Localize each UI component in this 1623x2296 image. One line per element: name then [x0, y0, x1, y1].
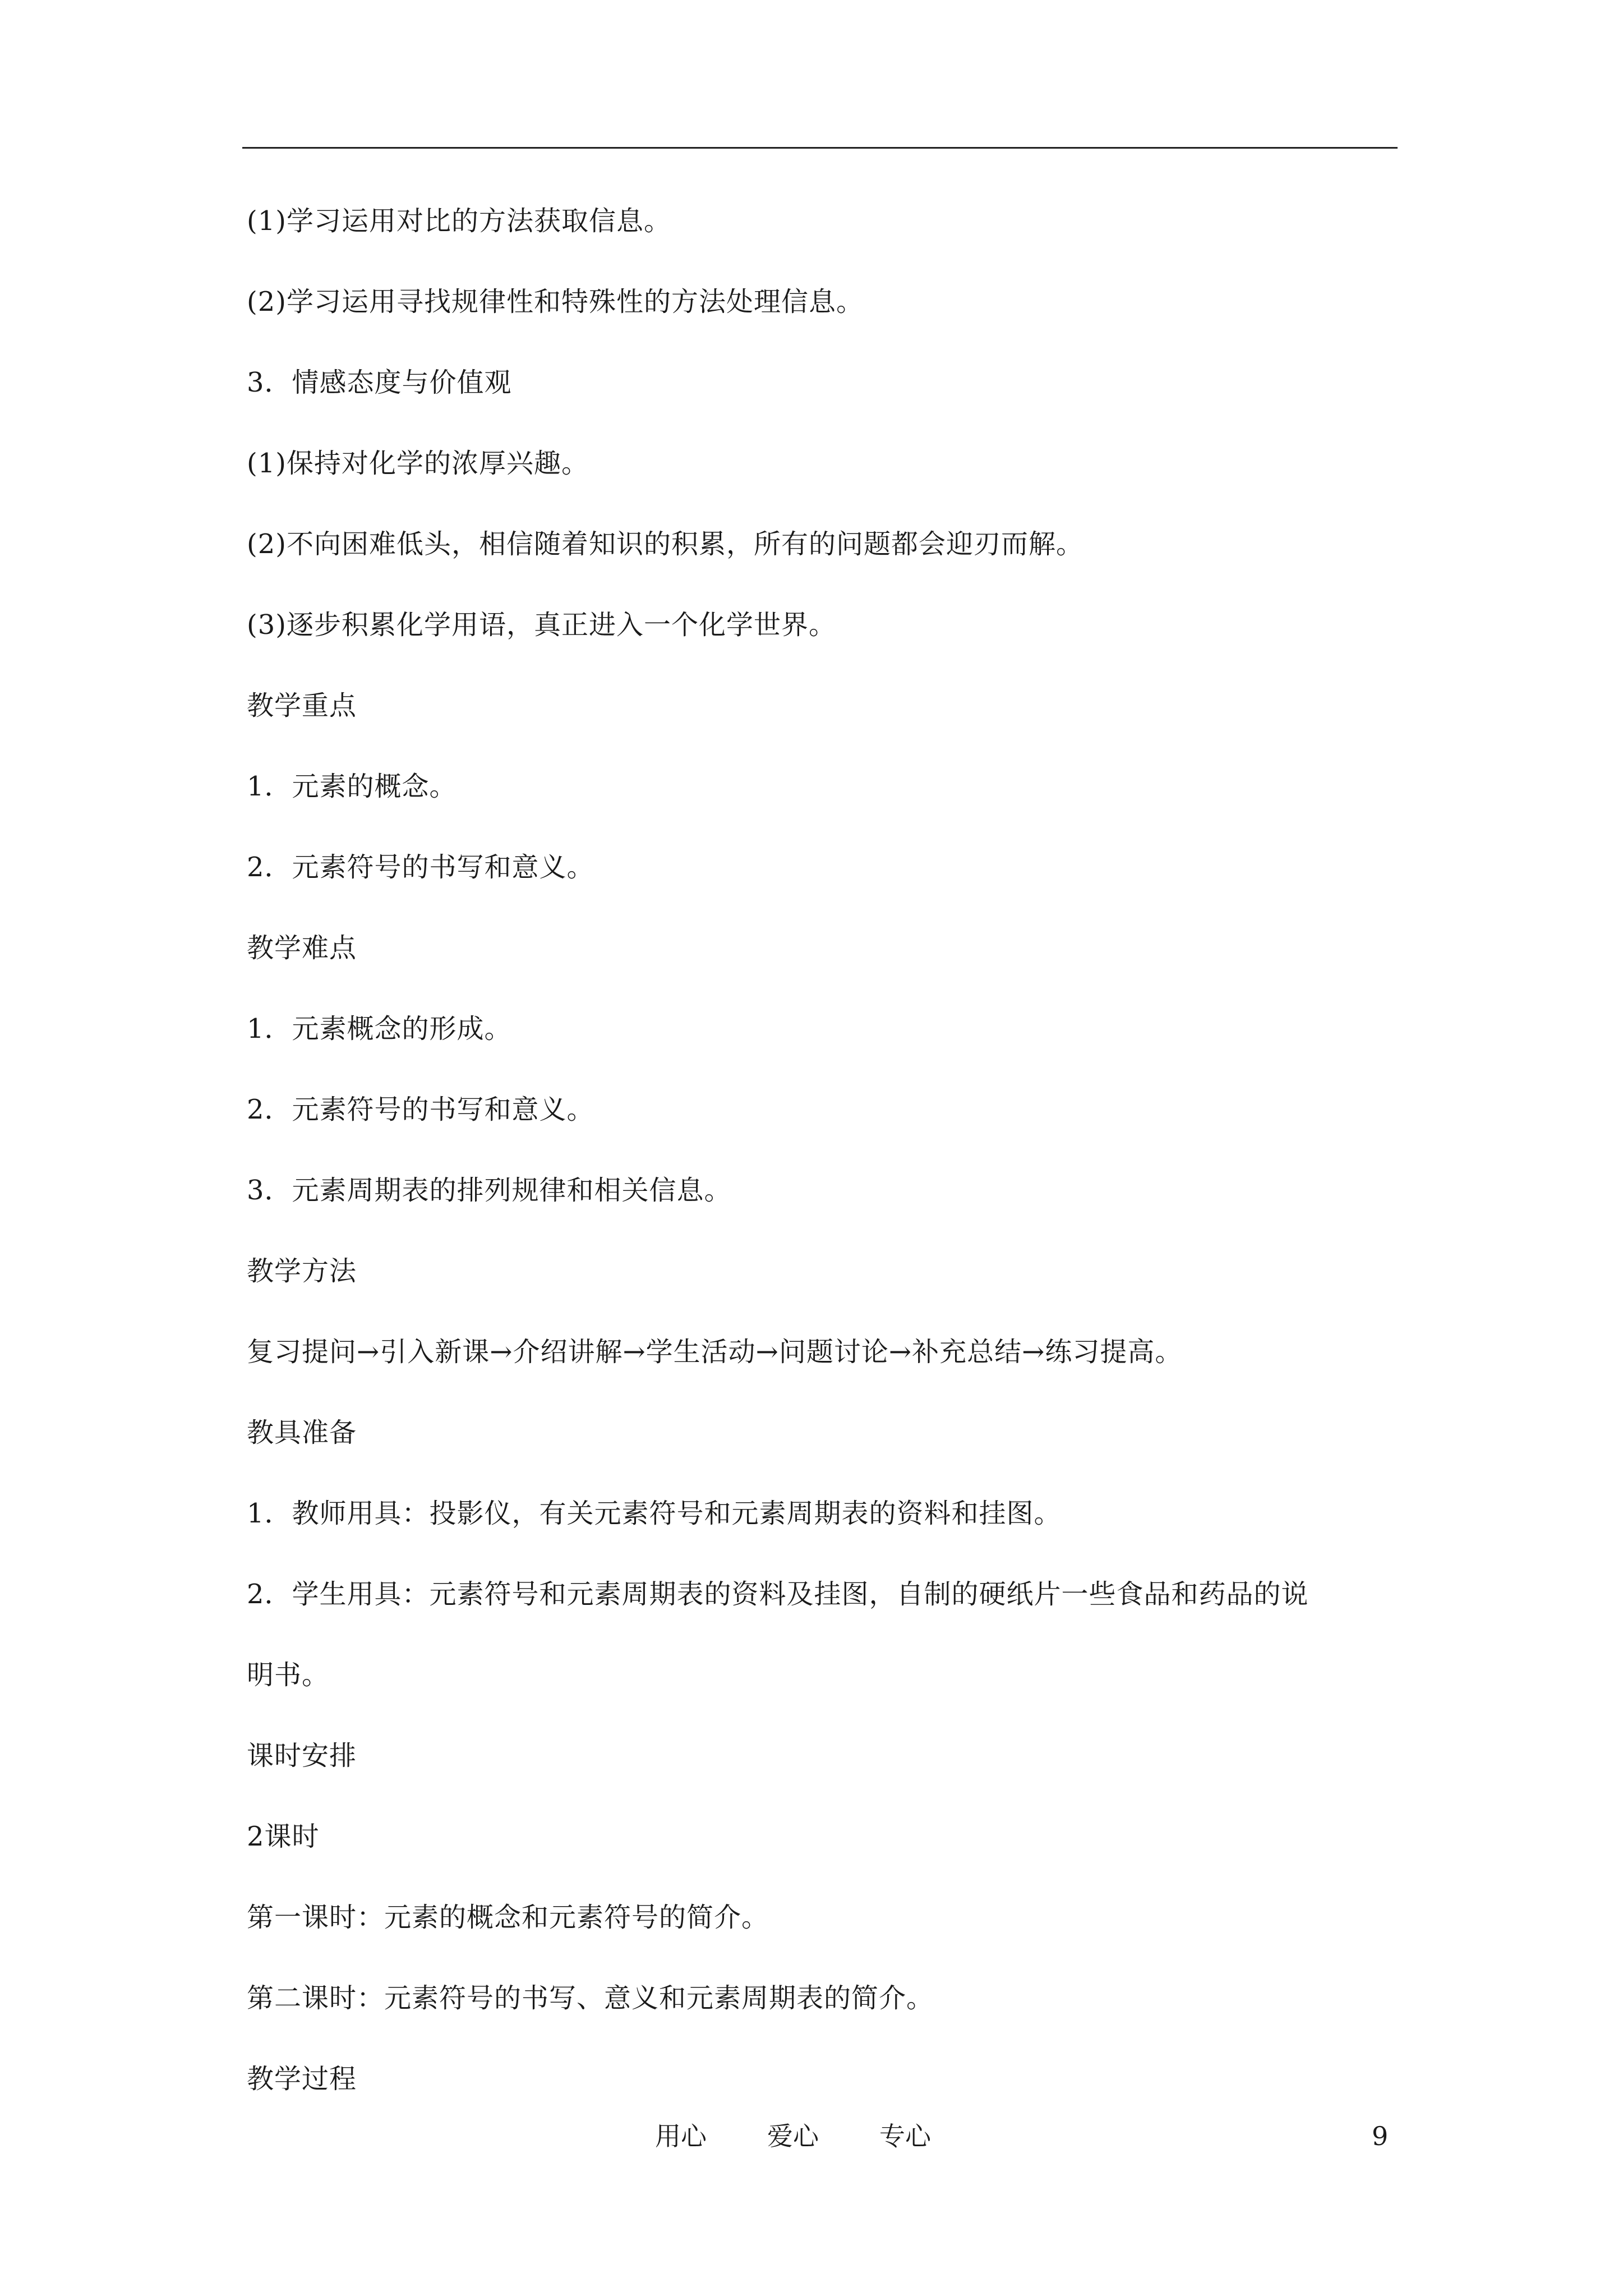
difficulty-3: 3．元素周期表的排列规律和相关信息。	[247, 1175, 732, 1206]
materials-student: 2．学生用具：元素符号和元素周期表的资料及挂图，自制的硬纸片一些食品和药品的说	[247, 1579, 1309, 1610]
attitude-line-2: (2)不向困难低头，相信随着知识的积累，所有的问题都会迎刃而解。	[247, 528, 1083, 560]
attitude-line-1: (1)保持对化学的浓厚兴趣。	[247, 448, 589, 479]
objective-line-2: (2)学习运用寻找规律性和特殊性的方法处理信息。	[247, 286, 864, 318]
materials-teacher: 1．教师用具：投影仪，有关元素符号和元素周期表的资料和挂图。	[247, 1498, 1062, 1529]
methods-line: 复习提问→引入新课→介绍讲解→学生活动→问题讨论→补充总结→练习提高。	[247, 1336, 1183, 1368]
key-point-2: 2．元素符号的书写和意义。	[247, 852, 594, 883]
schedule-lesson-1: 第一课时：元素的概念和元素符号的简介。	[247, 1902, 769, 1933]
schedule-count: 2课时	[247, 1821, 320, 1852]
section-heading-methods: 教学方法	[247, 1255, 357, 1287]
section-heading-materials: 教具准备	[247, 1417, 357, 1448]
attitude-line-3: (3)逐步积累化学用语，真正进入一个化学世界。	[247, 609, 836, 641]
difficulty-2: 2．元素符号的书写和意义。	[247, 1094, 594, 1125]
difficulty-1: 1．元素概念的形成。	[247, 1013, 512, 1045]
objective-line-1: (1)学习运用对比的方法获取信息。	[247, 205, 671, 237]
schedule-lesson-2: 第二课时：元素符号的书写、意义和元素周期表的简介。	[247, 1982, 934, 2014]
page-number: 9	[1372, 2121, 1389, 2151]
footer-motto-3: 专心	[879, 2121, 931, 2151]
materials-student-cont: 明书。	[247, 1659, 330, 1691]
footer-motto-1: 用心	[655, 2121, 707, 2151]
section-heading-key-points: 教学重点	[247, 690, 357, 721]
section-heading-schedule: 课时安排	[247, 1740, 357, 1772]
header-rule	[242, 147, 1398, 149]
key-point-1: 1．元素的概念。	[247, 771, 457, 802]
section-heading-attitude: 3．情感态度与价值观	[247, 367, 512, 398]
footer-motto-2: 爱心	[767, 2121, 819, 2151]
section-heading-difficulties: 教学难点	[247, 932, 357, 964]
section-heading-process: 教学过程	[247, 2063, 357, 2095]
